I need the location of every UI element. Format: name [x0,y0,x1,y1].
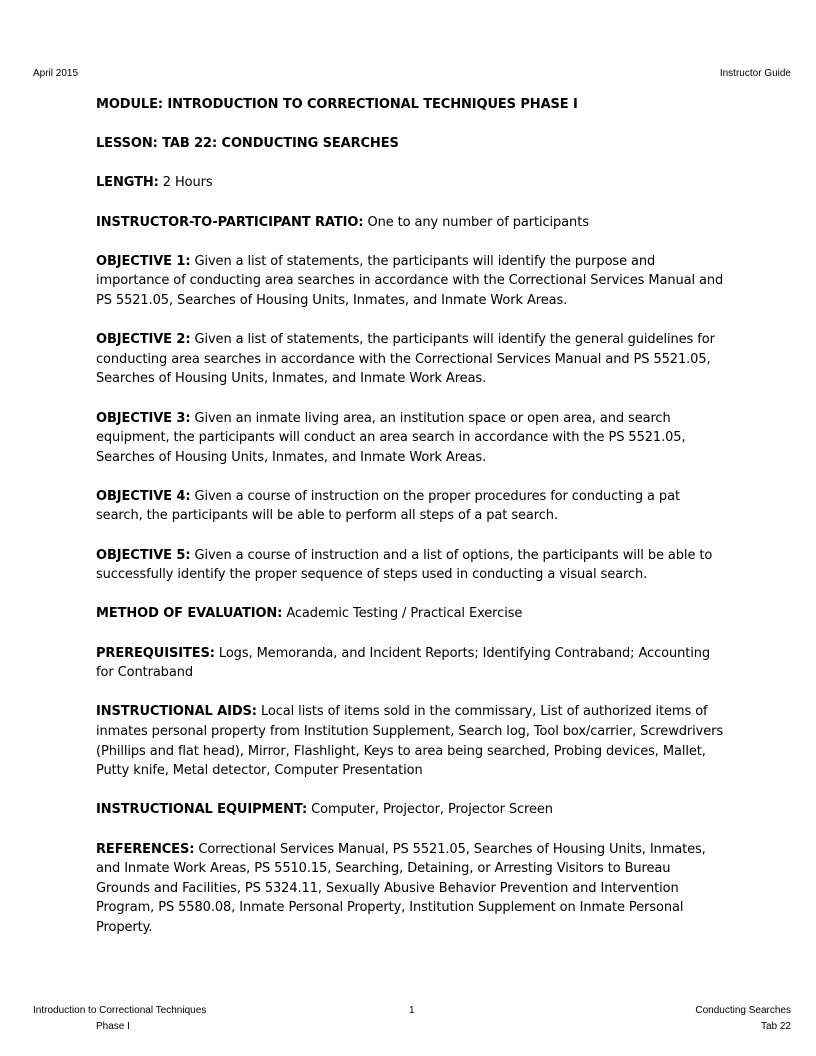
field-text: Given an inmate living area, an institution space or open area, and search equipment, the participants will conduct an area search in accordance with the PS 5521.05, Searches of Housing Units, Inmates, and Inmate Work Areas. [96,410,686,465]
field-label: OBJECTIVE 2: [96,332,191,348]
ratio-field [96,213,726,233]
field-label: METHOD OF EVALUATION: [96,606,283,622]
references [96,840,726,938]
field-text: Academic Testing / Practical Exercise [282,606,523,622]
field-text: Logs, Memoranda, and Incident Reports; Identifying Contraband; Accounting for Contraband [96,645,711,681]
field-label: INSTRUCTIONAL EQUIPMENT: [96,802,308,818]
field-text: Given a list of statements, the participants will identify the purpose and importance of conducting area searches in accordance with the Correctional Services Manual and PS 5521.05, Searches of Housing Units, Inmates, and Inmate Work Areas. [96,253,724,308]
lesson-field [96,134,726,154]
field-label: OBJECTIVE 1: [96,253,191,269]
field-label: LESSON: TAB 22: CONDUCTING SEARCHES [96,136,399,152]
footer-tab: Tab 22 [760,1021,791,1032]
instructional-aids [96,702,726,780]
objective-1 [96,252,726,311]
method-of-evaluation [96,604,726,624]
field-label: INSTRUCTIONAL AIDS: [96,704,257,720]
objective-3 [96,409,726,468]
footer-lesson-title: Conducting Searches [695,1005,791,1016]
field-text: 2 Hours [158,175,213,191]
page-number: 1 [409,1005,415,1016]
field-label: INSTRUCTOR-TO-PARTICIPANT RATIO: [96,214,364,230]
field-label: REFERENCES: [96,841,195,857]
footer-course-title: Introduction to Correctional Techniques [33,1005,207,1016]
field-text: Given a course of instruction and a list of options, the participants will be able to successfully identify the proper sequence of steps used in conducting a visual search. [96,547,713,583]
field-text: Local lists of items sold in the commissary, List of authorized items of inmates personal property from Institution Supplement, Search log, Tool box/carrier, Screwdrivers (Phillips and flat head), Mirror, Flashlight, Keys to area being searched, Probing devices, Mallet, Putty knife, Metal detector, Computer Presentation [96,704,724,779]
field-text: One to any number of participants [363,214,589,230]
length-field [96,173,726,193]
field-label: OBJECTIVE 5: [96,547,191,563]
objective-2 [96,330,726,389]
header-title: Instructor Guide [719,68,791,79]
field-text: Given a list of statements, the participants will identify the general guidelines for conducting area searches in accordance with the Correctional Services Manual and PS 5521.05, Searches of Housing Units, Inmates, and Inmate Work Areas. [96,332,715,387]
field-label: OBJECTIVE 4: [96,488,191,504]
field-text: Computer, Projector, Projector Screen [307,802,553,818]
prerequisites [96,644,726,683]
objective-5 [96,546,726,585]
field-text: Correctional Services Manual, PS 5521.05, Searches of Housing Units, Inmates, and Inmate Work Areas, PS 5510.15, Searching, Detaining, or Arresting Visitors to Bureau Grounds and Facilities, PS 5324.11, Sexually Abusive Behavior Prevention and Intervention Program, PS 5580.08, Inmate Personal Property, Institution Supplement on Inmate Personal Property. [96,841,706,935]
field-label: OBJECTIVE 3: [96,410,191,426]
field-text: Given a course of instruction on the proper procedures for conducting a pat search, the participants will be able to perform all steps of a pat search. [96,488,680,524]
lesson-plan-body [96,95,726,957]
footer-phase: Phase I [96,1021,130,1032]
field-label: MODULE: INTRODUCTION TO CORRECTIONAL TECHNIQUES PHASE I [96,97,578,112]
field-label: PREREQUISITES: [96,645,215,661]
instructional-equipment [96,800,726,820]
module-field [96,95,726,115]
header-date: April 2015 [33,68,79,79]
objective-4 [96,487,726,526]
field-label: LENGTH: [96,175,159,191]
